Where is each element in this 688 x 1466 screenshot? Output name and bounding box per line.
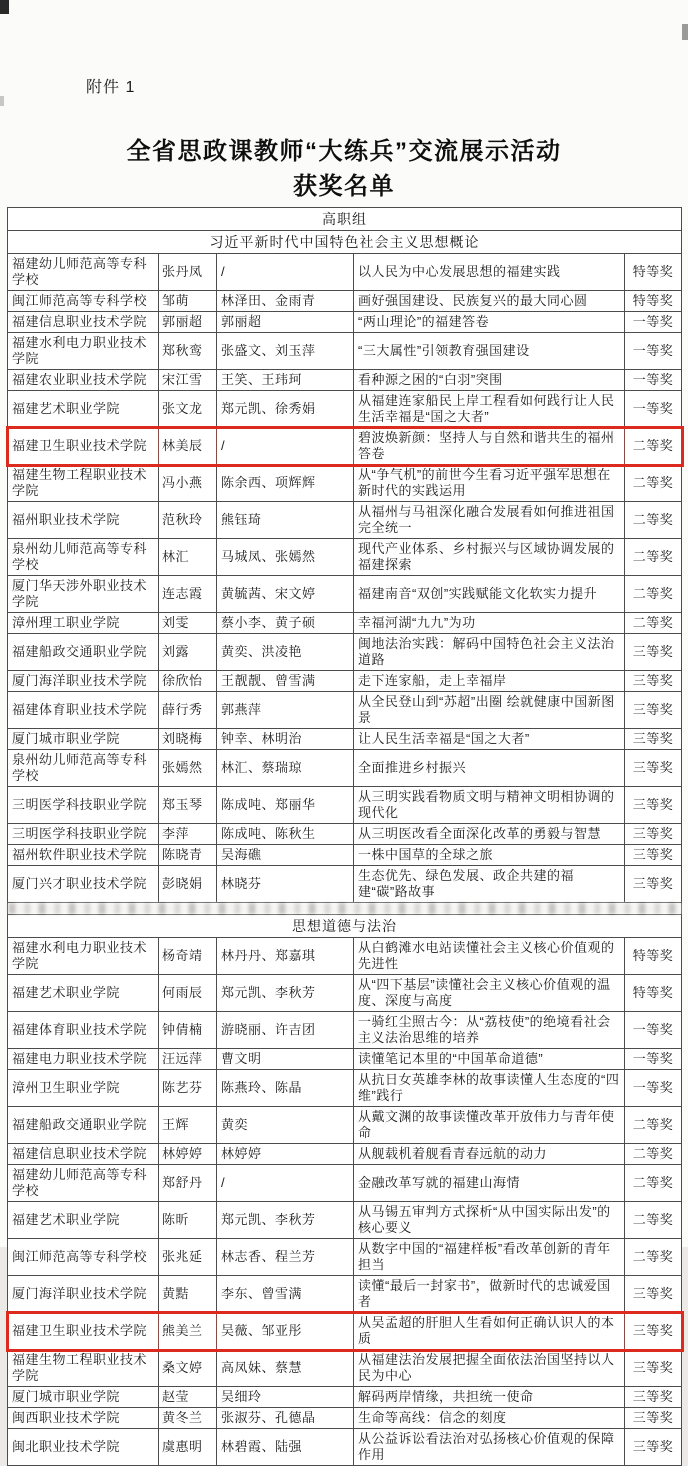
cell-teacher-name: 汪远萍 xyxy=(159,1049,217,1070)
cell-school: 福建生物工程职业技术学院 xyxy=(8,465,159,502)
cell-school: 漳州卫生职业学院 xyxy=(8,1070,159,1107)
cell-teacher-name: 桑文婷 xyxy=(159,1350,217,1387)
table-row xyxy=(8,502,682,539)
cell-teacher-name: 赵莹 xyxy=(159,1387,217,1408)
cell-teacher-name: 刘露 xyxy=(159,634,217,671)
cell-lesson-title: 从三明医改看全面深化改革的勇毅与智慧 xyxy=(354,824,625,845)
table-row xyxy=(8,1408,682,1429)
cell-teacher-name: 何雨辰 xyxy=(159,975,217,1012)
table-row xyxy=(8,845,682,866)
group-header-label: 高职组 xyxy=(8,208,682,231)
cell-teacher-name: 陈艺芬 xyxy=(159,1070,217,1107)
table-row xyxy=(8,291,682,312)
cell-team-members: 王靓靓、曾雪满 xyxy=(217,671,354,692)
cell-award-level: 一等奖 xyxy=(625,312,682,333)
table-row xyxy=(8,787,682,824)
cell-team-members: 张淑芬、孔德晶 xyxy=(217,1408,354,1429)
table-row xyxy=(8,866,682,903)
cell-award-level: 特等奖 xyxy=(625,938,682,975)
cell-teacher-name: 宋江雪 xyxy=(159,370,217,391)
cell-award-level: 三等奖 xyxy=(625,845,682,866)
cell-award-level: 一等奖 xyxy=(625,370,682,391)
cell-lesson-title: 从白鹤滩水电站读懂社会主义核心价值观的先进性 xyxy=(354,938,625,975)
cell-teacher-name: 杨奇靖 xyxy=(159,938,217,975)
cell-award-level: 三等奖 xyxy=(625,824,682,845)
cell-lesson-title: 看种源之困的“白羽”突围 xyxy=(354,370,625,391)
cell-award-level: 三等奖 xyxy=(625,1350,682,1387)
cell-team-members: 熊钰琦 xyxy=(217,502,354,539)
scan-artifact xyxy=(0,96,4,106)
cell-team-members: 黄奕 xyxy=(217,1107,354,1144)
cell-lesson-title: 从抗日女英雄李林的故事读懂人生态度的“四维”践行 xyxy=(354,1070,625,1107)
table-row xyxy=(8,824,682,845)
cell-award-level: 三等奖 xyxy=(625,671,682,692)
table-row xyxy=(8,613,682,634)
table-row xyxy=(8,333,682,370)
cell-school: 福建幼儿师范高等专科学校 xyxy=(8,1165,159,1202)
group-header-row xyxy=(8,208,682,231)
cell-school: 闽西职业技术学院 xyxy=(8,1408,159,1429)
table-row xyxy=(8,692,682,729)
cell-award-level: 一等奖 xyxy=(625,1049,682,1070)
cell-team-members: 林志香、程兰芳 xyxy=(217,1239,354,1276)
cell-school: 福建电力职业技术学院 xyxy=(8,1049,159,1070)
table-row xyxy=(8,1070,682,1107)
table-row xyxy=(8,539,682,576)
cell-school: 三明医学科技职业学院 xyxy=(8,824,159,845)
cell-award-level: 三等奖 xyxy=(625,866,682,903)
section-header-label: 习近平新时代中国特色社会主义思想概论 xyxy=(8,231,682,254)
cell-lesson-title: 从福建法治发展把握全面依法治国坚持以人民为中心 xyxy=(354,1350,625,1387)
cell-lesson-title: 画好强国建设、民族复兴的最大同心圆 xyxy=(354,291,625,312)
cell-lesson-title: 全面推进乡村振兴 xyxy=(354,750,625,787)
cell-team-members: 马城凤、张嫣然 xyxy=(217,539,354,576)
cell-school: 福建水利电力职业技术学院 xyxy=(8,333,159,370)
table-row xyxy=(8,254,682,291)
cell-teacher-name: 虞惠明 xyxy=(159,1429,217,1466)
cell-award-level: 三等奖 xyxy=(625,634,682,671)
title-line-1: 全省思政课教师“大练兵”交流展示活动 xyxy=(126,138,562,165)
document-title xyxy=(0,134,688,204)
table-row xyxy=(8,1387,682,1408)
cell-award-level: 二等奖 xyxy=(625,1144,682,1165)
cell-teacher-name: 郭丽超 xyxy=(159,312,217,333)
table-row xyxy=(8,1313,682,1350)
table-row xyxy=(8,391,682,428)
cell-lesson-title: 生态优先、绿色发展、政企共建的福建“碳”路故事 xyxy=(354,866,625,903)
cell-teacher-name: 彭晓娟 xyxy=(159,866,217,903)
cell-teacher-name: 郑舒丹 xyxy=(159,1165,217,1202)
cell-award-level: 三等奖 xyxy=(625,729,682,750)
cell-school: 福建船政交通职业学院 xyxy=(8,1107,159,1144)
cell-team-members: 林婷婷 xyxy=(217,1144,354,1165)
table-row xyxy=(8,729,682,750)
cell-lesson-title: 生命等高线：信念的刻度 xyxy=(354,1408,625,1429)
cell-team-members: 张盛文、刘玉萍 xyxy=(217,333,354,370)
cell-lesson-title: 碧波焕新颜：坚持人与自然和谐共生的福州答卷 xyxy=(354,428,625,465)
cell-team-members: 陈成吨、郑丽华 xyxy=(217,787,354,824)
cell-lesson-title: 一骑红尘照古今：从“荔枝使”的绝境看社会主义法治思维的培养 xyxy=(354,1012,625,1049)
cell-team-members: / xyxy=(217,1165,354,1202)
cell-lesson-title: 解码两岸情缘，共担统一使命 xyxy=(354,1387,625,1408)
section-header-row xyxy=(8,231,682,254)
table-row xyxy=(8,1276,682,1313)
cell-school: 闽江师范高等专科学校 xyxy=(8,291,159,312)
cell-school: 福建信息职业技术学院 xyxy=(8,312,159,333)
cell-teacher-name: 刘晓梅 xyxy=(159,729,217,750)
cell-school: 福建农业职业技术学院 xyxy=(8,370,159,391)
cell-teacher-name: 张丹凤 xyxy=(159,254,217,291)
cell-team-members: 蔡小李、黄子硕 xyxy=(217,613,354,634)
cell-team-members: 林丹丹、郑嘉琪 xyxy=(217,938,354,975)
cell-lesson-title: 读懂“最后一封家书”，做新时代的忠诚爱国者 xyxy=(354,1276,625,1313)
cell-lesson-title: 闽地法治实践：解码中国特色社会主义法治道路 xyxy=(354,634,625,671)
cell-teacher-name: 陈昕 xyxy=(159,1202,217,1239)
cell-lesson-title: “两山理论”的福建答卷 xyxy=(354,312,625,333)
cell-award-level: 三等奖 xyxy=(625,692,682,729)
cell-teacher-name: 张兆延 xyxy=(159,1239,217,1276)
table-row xyxy=(8,1012,682,1049)
cell-school: 福建船政交通职业学院 xyxy=(8,634,159,671)
cell-teacher-name: 薛行秀 xyxy=(159,692,217,729)
scan-artifact xyxy=(0,0,9,14)
cell-school: 福建生物工程职业技术学院 xyxy=(8,1350,159,1387)
cell-school: 福建体育职业技术学院 xyxy=(8,692,159,729)
cell-teacher-name: 林婷婷 xyxy=(159,1144,217,1165)
cell-team-members: 李东、曾雪满 xyxy=(217,1276,354,1313)
cell-school: 厦门华天涉外职业技术学院 xyxy=(8,576,159,613)
cell-team-members: 林晓芬 xyxy=(217,866,354,903)
cell-school: 福建幼儿师范高等专科学校 xyxy=(8,254,159,291)
table-row xyxy=(8,1202,682,1239)
cell-lesson-title: 从马锡五审判方式探析“从中国实际出发”的核心要义 xyxy=(354,1202,625,1239)
cell-award-level: 二等奖 xyxy=(625,1165,682,1202)
cell-team-members: 林泽田、金雨青 xyxy=(217,291,354,312)
cell-award-level: 一等奖 xyxy=(625,333,682,370)
cell-team-members: 曹文明 xyxy=(217,1049,354,1070)
cell-team-members: 游晓丽、许吉团 xyxy=(217,1012,354,1049)
award-table xyxy=(7,207,682,1466)
cell-team-members: 高凤妹、蔡慧 xyxy=(217,1350,354,1387)
cell-award-level: 三等奖 xyxy=(625,1408,682,1429)
cell-teacher-name: 连志霞 xyxy=(159,576,217,613)
cell-teacher-name: 张文龙 xyxy=(159,391,217,428)
cell-school: 厦门海洋职业技术学院 xyxy=(8,671,159,692)
cell-school: 福建水利电力职业技术学院 xyxy=(8,938,159,975)
cell-team-members: 王笑、王玮珂 xyxy=(217,370,354,391)
cell-teacher-name: 郑秋鸾 xyxy=(159,333,217,370)
cell-school: 闽江师范高等专科学校 xyxy=(8,1239,159,1276)
cell-award-level: 二等奖 xyxy=(625,1202,682,1239)
cell-school: 三明医学科技职业学院 xyxy=(8,787,159,824)
cell-award-level: 特等奖 xyxy=(625,254,682,291)
cell-teacher-name: 陈晓青 xyxy=(159,845,217,866)
cell-team-members: 吴海礁 xyxy=(217,845,354,866)
table-row xyxy=(8,1350,682,1387)
cell-lesson-title: 从数字中国的“福建样板”看改革创新的青年担当 xyxy=(354,1239,625,1276)
cell-award-level: 二等奖 xyxy=(625,539,682,576)
cell-team-members: 林碧霞、陆强 xyxy=(217,1429,354,1466)
cell-award-level: 二等奖 xyxy=(625,428,682,465)
cell-school: 厦门兴才职业技术学院 xyxy=(8,866,159,903)
table-row xyxy=(8,1165,682,1202)
cell-lesson-title: 从吴孟超的肝胆人生看如何正确认识人的本质 xyxy=(354,1313,625,1350)
title-line-2: 获奖名单 xyxy=(293,173,395,200)
attachment-label: 附件 1 xyxy=(86,79,136,96)
table-row xyxy=(8,1049,682,1070)
cell-school: 泉州幼儿师范高等专科学校 xyxy=(8,750,159,787)
scan-blur-row xyxy=(8,903,682,915)
cell-team-members: 郭燕萍 xyxy=(217,692,354,729)
cell-award-level: 一等奖 xyxy=(625,1012,682,1049)
table-row xyxy=(8,1239,682,1276)
cell-team-members: / xyxy=(217,428,354,465)
cell-team-members: 郑元凯、徐秀娟 xyxy=(217,391,354,428)
cell-award-level: 二等奖 xyxy=(625,465,682,502)
cell-lesson-title: 从公益诉讼看法治对弘扬核心价值观的保障作用 xyxy=(354,1429,625,1466)
cell-school: 福州软件职业技术学院 xyxy=(8,845,159,866)
cell-teacher-name: 熊美兰 xyxy=(159,1313,217,1350)
cell-school: 福建信息职业技术学院 xyxy=(8,1144,159,1165)
cell-school: 闽北职业技术学院 xyxy=(8,1429,159,1466)
cell-lesson-title: “三大属性”引领教育强国建设 xyxy=(354,333,625,370)
scan-blur-cell xyxy=(8,903,682,915)
cell-award-level: 特等奖 xyxy=(625,291,682,312)
cell-school: 福建卫生职业技术学院 xyxy=(8,428,159,465)
cell-lesson-title: 金融改革写就的福建山海情 xyxy=(354,1165,625,1202)
cell-team-members: 吴细玲 xyxy=(217,1387,354,1408)
table-row xyxy=(8,370,682,391)
cell-award-level: 三等奖 xyxy=(625,1313,682,1350)
cell-teacher-name: 黄黠 xyxy=(159,1276,217,1313)
cell-award-level: 特等奖 xyxy=(625,975,682,1012)
cell-teacher-name: 林美辰 xyxy=(159,428,217,465)
cell-lesson-title: 从全民登山到“苏超”出圈 绘就健康中国新图景 xyxy=(354,692,625,729)
table-row xyxy=(8,938,682,975)
cell-team-members: 钟幸、林明治 xyxy=(217,729,354,750)
scan-artifact xyxy=(682,24,688,40)
cell-award-level: 三等奖 xyxy=(625,1276,682,1313)
cell-teacher-name: 王辉 xyxy=(159,1107,217,1144)
cell-lesson-title: 从“四下基层”读懂社会主义核心价值观的温度、深度与高度 xyxy=(354,975,625,1012)
section-header-label: 思想道德与法治 xyxy=(8,915,682,938)
cell-award-level: 三等奖 xyxy=(625,787,682,824)
cell-award-level: 三等奖 xyxy=(625,750,682,787)
cell-lesson-title: 走下连家船，走上幸福岸 xyxy=(354,671,625,692)
cell-teacher-name: 钟倩楠 xyxy=(159,1012,217,1049)
table-row xyxy=(8,1144,682,1165)
cell-award-level: 三等奖 xyxy=(625,1387,682,1408)
cell-team-members: 陈燕玲、陈晶 xyxy=(217,1070,354,1107)
cell-lesson-title: 从舰载机着舰看青春远航的动力 xyxy=(354,1144,625,1165)
cell-team-members: 陈成吨、陈秋生 xyxy=(217,824,354,845)
cell-team-members: 陈余西、项辉辉 xyxy=(217,465,354,502)
table-row xyxy=(8,671,682,692)
cell-lesson-title: 从“争气机”的前世今生看习近平强军思想在新时代的实践运用 xyxy=(354,465,625,502)
cell-lesson-title: 从三明实践看物质文明与精神文明相协调的现代化 xyxy=(354,787,625,824)
cell-award-level: 二等奖 xyxy=(625,576,682,613)
cell-award-level: 二等奖 xyxy=(625,502,682,539)
cell-lesson-title: 从戴文渊的故事读懂改革开放伟力与青年使命 xyxy=(354,1107,625,1144)
cell-team-members: 郑元凯、李秋芳 xyxy=(217,1202,354,1239)
cell-award-level: 二等奖 xyxy=(625,1239,682,1276)
cell-lesson-title: 福建南音“双创”实践赋能文化软实力提升 xyxy=(354,576,625,613)
cell-team-members: 郑元凯、李秋芳 xyxy=(217,975,354,1012)
cell-school: 泉州幼儿师范高等专科学校 xyxy=(8,539,159,576)
cell-lesson-title: 现代产业体系、乡村振兴与区域协调发展的福建探索 xyxy=(354,539,625,576)
cell-team-members: 黄毓茜、宋文婷 xyxy=(217,576,354,613)
cell-school: 厦门城市职业学院 xyxy=(8,1387,159,1408)
table-row xyxy=(8,576,682,613)
cell-team-members: 黄奕、洪凌艳 xyxy=(217,634,354,671)
cell-school: 福建艺术职业学院 xyxy=(8,391,159,428)
cell-award-level: 一等奖 xyxy=(625,391,682,428)
cell-lesson-title: 幸福河湖“九九”为功 xyxy=(354,613,625,634)
cell-school: 厦门城市职业学院 xyxy=(8,729,159,750)
table-row xyxy=(8,634,682,671)
cell-award-level: 三等奖 xyxy=(625,1429,682,1466)
cell-teacher-name: 郑玉琴 xyxy=(159,787,217,824)
section-header-row xyxy=(8,915,682,938)
cell-school: 福建卫生职业技术学院 xyxy=(8,1313,159,1350)
cell-award-level: 一等奖 xyxy=(625,1070,682,1107)
table-row xyxy=(8,975,682,1012)
cell-school: 福州职业技术学院 xyxy=(8,502,159,539)
cell-teacher-name: 邹萌 xyxy=(159,291,217,312)
cell-lesson-title: 从福建连家船民上岸工程看如何践行让人民生活幸福是“国之大者” xyxy=(354,391,625,428)
cell-team-members: 郭丽超 xyxy=(217,312,354,333)
cell-team-members: / xyxy=(217,254,354,291)
cell-school: 福建艺术职业学院 xyxy=(8,1202,159,1239)
table-row xyxy=(8,428,682,465)
table-row xyxy=(8,312,682,333)
cell-teacher-name: 李萍 xyxy=(159,824,217,845)
cell-lesson-title: 从福州与马祖深化融合发展看如何推进祖国完全统一 xyxy=(354,502,625,539)
cell-lesson-title: 一株中国草的全球之旅 xyxy=(354,845,625,866)
cell-team-members: 吴薇、邹亚彤 xyxy=(217,1313,354,1350)
cell-teacher-name: 林汇 xyxy=(159,539,217,576)
cell-school: 福建体育职业技术学院 xyxy=(8,1012,159,1049)
table-row xyxy=(8,1107,682,1144)
cell-school: 漳州理工职业学院 xyxy=(8,613,159,634)
cell-teacher-name: 徐欣怡 xyxy=(159,671,217,692)
cell-award-level: 二等奖 xyxy=(625,613,682,634)
table-row xyxy=(8,1429,682,1466)
cell-lesson-title: 让人民生活幸福是“国之大者” xyxy=(354,729,625,750)
cell-teacher-name: 刘雯 xyxy=(159,613,217,634)
cell-lesson-title: 读懂笔记本里的“中国革命道德” xyxy=(354,1049,625,1070)
cell-school: 厦门海洋职业技术学院 xyxy=(8,1276,159,1313)
cell-lesson-title: 以人民为中心发展思想的福建实践 xyxy=(354,254,625,291)
cell-teacher-name: 黄冬兰 xyxy=(159,1408,217,1429)
cell-award-level: 二等奖 xyxy=(625,1107,682,1144)
cell-teacher-name: 范秋玲 xyxy=(159,502,217,539)
table-row xyxy=(8,465,682,502)
cell-school: 福建艺术职业学院 xyxy=(8,975,159,1012)
cell-teacher-name: 冯小燕 xyxy=(159,465,217,502)
cell-teacher-name: 张嫣然 xyxy=(159,750,217,787)
cell-team-members: 林汇、蔡瑞琼 xyxy=(217,750,354,787)
table-row xyxy=(8,750,682,787)
